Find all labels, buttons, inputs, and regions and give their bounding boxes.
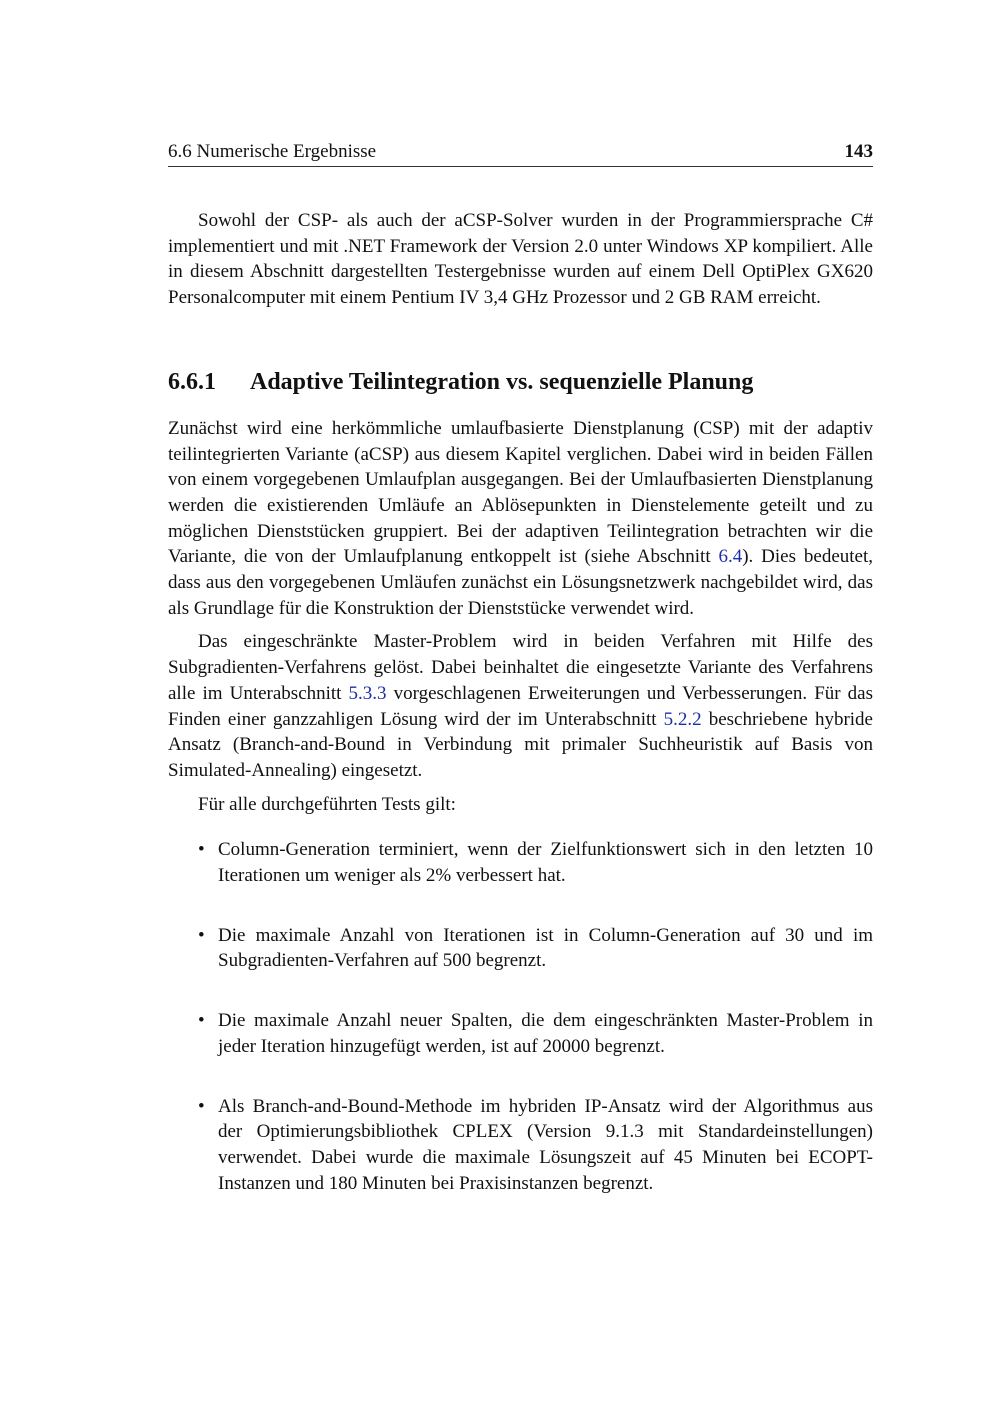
paragraph-1-text-a: Zunächst wird eine herkömmliche umlaufbasierte Dienstplanung (CSP) mit der adaptiv teilintegrierten Variante (aCSP) aus diesem Kapitel verglichen. Dabei wird in beiden Fällen von einem vorgegebenen Umlaufplan ausgegangen. Bei der Umlaufbasierten Dienstplanung werden die existierenden Umläufe an Ablösepunkten in Dienstelemente geteilt und zu möglichen Dienststücken gruppiert. Bei der adaptiven Teilintegration betrachten wir die Variante, die von der Umlaufplanung entkoppelt ist (siehe Abschnitt (168, 417, 873, 568)
paragraph-2-text-c: beschriebene hybride Ansatz (Branch-and-Bound in Verbindung mit primaler Suchheuristik auf Basis von Simulated-Annealing) eingesetzt. (168, 708, 873, 781)
section-number: 6.6.1 (168, 368, 216, 395)
bullet-icon: • (198, 839, 205, 861)
list-item (168, 1008, 873, 1059)
conditions-list (168, 837, 873, 1196)
list-item (168, 837, 873, 888)
bullet-icon: • (198, 1010, 205, 1032)
paragraph-2-text-a: Das eingeschränkte Master-Problem wird in beiden Verfahren mit Hilfe des Subgradienten-Verfahrens gelöst. Dabei beinhaltet die eingesetzte Variante des Verfahrens alle im Unterabschnitt (168, 631, 873, 704)
list-item-text: Column-Generation terminiert, wenn der Zielfunktionswert sich in den letzten 10 Iterationen um weniger als 2% verbessert hat. (218, 839, 873, 887)
list-item (168, 1094, 873, 1197)
list-item-text: Die maximale Anzahl neuer Spalten, die dem eingeschränkten Master-Problem in jeder Iteration hinzugefügt werden, ist auf 20000 begrenzt. (218, 1010, 873, 1057)
paragraph-2 (168, 629, 873, 783)
intro-paragraph: Sowohl der CSP- als auch der aCSP-Solver wurden in der Programmiersprache C# implementiert und mit .NET Framework der Version 2.0 unter Windows XP kompiliert. Alle in diesem Abschnitt dargestellten Testergebnisse wurden auf einem Dell OptiPlex GX620 Personalcomputer mit einem Pentium IV 3,4 GHz Prozessor und 2 GB RAM erreicht. (168, 210, 873, 309)
ref-link-6-4[interactable]: 6.4 (718, 546, 743, 568)
paragraph-1 (168, 416, 873, 622)
body-text (168, 208, 873, 1230)
ref-link-5-2-2[interactable]: 5.2.2 (663, 708, 702, 730)
paragraph-2-text-b: vorgeschlagenen Erweiterungen und Verbesserungen. Für das Finden einer ganzzahligen Lösung wird der im Unterabschnitt (168, 682, 873, 730)
running-header (168, 140, 873, 167)
list-item-text: Die maximale Anzahl von Iterationen ist in Column-Generation auf 30 und im Subgradienten-Verfahren auf 500 begrenzt. (218, 924, 873, 972)
list-item (168, 923, 873, 974)
section-title: Adaptive Teilintegration vs. sequenzielle Planung (250, 368, 754, 395)
paragraph-1-text-b: ). Dies bedeutet, dass aus den vorgegebenen Umläufen zunächst ein Lösungsnetzwerk nachgebildet wird, das als Grundlage für die Konstruktion der Dienststücke verwendet wird. (168, 546, 873, 619)
bullet-icon: • (198, 924, 205, 946)
list-item-text: Als Branch-and-Bound-Methode im hybriden IP-Ansatz wird der Algorithmus aus der Optimierungsbibliothek CPLEX (Version 9.1.3 mit Standardeinstellungen) verwendet. Dabei wurde die maximale Lösungszeit auf 45 Minuten bei ECOPT-Instanzen und 180 Minuten bei Praxisinstanzen begrenzt. (218, 1095, 873, 1194)
ref-link-5-3-3[interactable]: 5.3.3 (348, 682, 387, 704)
section-heading (168, 366, 873, 398)
bullet-icon: • (198, 1095, 205, 1117)
paragraph-3: Für alle durchgeführten Tests gilt: (198, 793, 456, 815)
page-number: 143 (844, 141, 873, 162)
header-section-title: 6.6 Numerische Ergebnisse (168, 141, 377, 162)
